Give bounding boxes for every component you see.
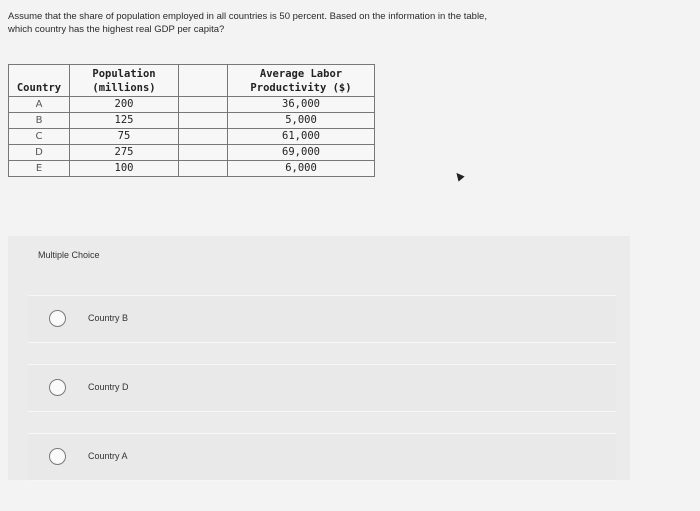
header-productivity-line-2: Productivity ($) — [250, 82, 352, 94]
choice-label: Country A — [88, 451, 128, 461]
table-row — [9, 129, 375, 145]
table-row — [9, 145, 375, 161]
cell-gap — [179, 97, 228, 113]
choice-option-country-a[interactable] — [28, 433, 616, 481]
choice-option-country-d[interactable] — [28, 364, 616, 412]
multiple-choice-panel — [8, 236, 630, 480]
cell-gap — [179, 161, 228, 177]
cell-population: 100 — [70, 161, 179, 177]
cell-country: D — [9, 145, 70, 161]
header-productivity — [228, 65, 375, 97]
table-header-row — [9, 65, 375, 97]
cell-gap — [179, 129, 228, 145]
cell-country: C — [9, 129, 70, 145]
question-text — [8, 10, 688, 36]
cell-country: A — [9, 97, 70, 113]
cell-productivity: 69,000 — [228, 145, 375, 161]
cell-gap — [179, 113, 228, 129]
cell-productivity: 6,000 — [228, 161, 375, 177]
question-line-2: which country has the highest real GDP per capita? — [8, 24, 225, 35]
cell-productivity: 5,000 — [228, 113, 375, 129]
cell-country: B — [9, 113, 70, 129]
multiple-choice-label: Multiple Choice — [38, 250, 100, 260]
radio-button-icon[interactable] — [49, 379, 66, 396]
cell-gap — [179, 145, 228, 161]
cell-country: E — [9, 161, 70, 177]
question-line-1: Assume that the share of population employed in all countries is 50 percent. Based on the information in the table, — [8, 11, 487, 22]
radio-button-icon[interactable] — [49, 310, 66, 327]
cell-population: 200 — [70, 97, 179, 113]
header-country: Country — [9, 65, 70, 97]
header-population — [70, 65, 179, 97]
table-row — [9, 97, 375, 113]
cell-population: 275 — [70, 145, 179, 161]
choice-option-country-b[interactable] — [28, 295, 616, 343]
radio-button-icon[interactable] — [49, 448, 66, 465]
data-table — [8, 64, 375, 177]
choice-label: Country D — [88, 382, 129, 392]
cell-population: 75 — [70, 129, 179, 145]
header-productivity-line-1: Average Labor — [259, 68, 343, 80]
choice-label: Country B — [88, 313, 129, 323]
cell-productivity: 61,000 — [228, 129, 375, 145]
cell-population: 125 — [70, 113, 179, 129]
header-population-line-1: Population — [92, 68, 156, 80]
header-gap — [179, 65, 228, 97]
table-row — [9, 113, 375, 129]
table-row — [9, 161, 375, 177]
cell-productivity: 36,000 — [228, 97, 375, 113]
header-population-line-2: (millions) — [92, 82, 156, 94]
mouse-cursor-icon — [453, 170, 464, 181]
